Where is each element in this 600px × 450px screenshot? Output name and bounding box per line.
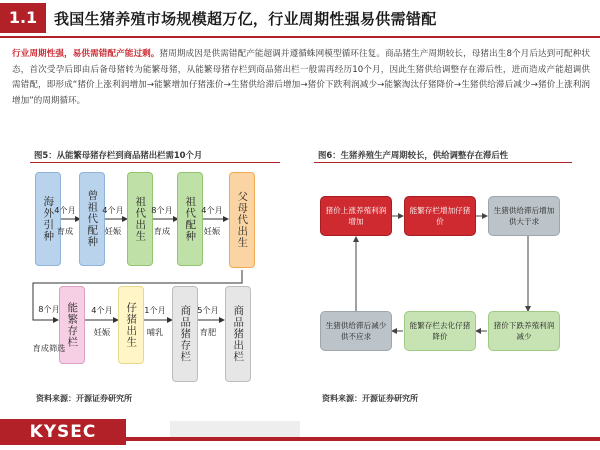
cycle-box-price-down-profit-down: 猪价下跌养殖利润减少 — [488, 311, 560, 351]
stage-label: 育成 — [153, 226, 171, 236]
flow-box-hog-slaughter: 商品猪出栏 — [225, 286, 251, 382]
kysec-logo: KYSEC — [0, 419, 126, 445]
paragraph-lead: 行业周期性强，易供需错配产能过剩。 — [12, 49, 160, 59]
stage-label: 妊娠 — [104, 226, 122, 236]
right-figure-source: 资料来源：开源证券研究所 — [322, 394, 418, 403]
stage-label: 哺乳 — [146, 327, 164, 337]
duration-label: 4个月 — [201, 205, 223, 215]
flow-box-great-grandparent-mating: 曾祖代配种 — [79, 172, 105, 266]
cycle-box-price-up-profit-up: 猪价上涨养殖利润增加 — [320, 196, 392, 236]
flow-box-overseas-breeding: 海外引种 — [35, 172, 61, 266]
left-figure-source: 资料来源：开源证券研究所 — [36, 394, 132, 403]
duration-label: 4个月 — [102, 205, 124, 215]
footer-bar — [126, 437, 600, 441]
flow-box-grandparent-mating: 祖代配种 — [177, 172, 203, 266]
stage-label: 妊娠 — [203, 226, 221, 236]
slide-footer — [0, 413, 600, 450]
cycle-box-sow-up-piglet-up: 能繁存栏增加仔猪价 — [404, 196, 476, 236]
flow-box-grandparent-birth: 祖代出生 — [127, 172, 153, 266]
duration-label: 4个月 — [54, 205, 76, 215]
cycle-box-sow-down-piglet-down: 能繁存栏去化仔猪降价 — [404, 311, 476, 351]
flow-box-parent-birth: 父母代出生 — [229, 172, 255, 268]
slide-title: 我国生猪养殖市场规模超万亿，行业周期性强易供需错配 — [54, 10, 437, 28]
duration-label: 4个月 — [91, 305, 113, 315]
flow-box-piglet-birth: 仔猪出生 — [118, 286, 144, 364]
left-figure-title: 图5：从能繁母猪存栏到商品猪出栏需10个月 — [34, 150, 203, 160]
duration-label: 8个月 — [151, 205, 173, 215]
flow-box-hog-inventory: 商品猪存栏 — [172, 286, 198, 382]
flow-box-sow-inventory: 能繁存栏 — [59, 286, 85, 364]
paragraph-body: 猪周期成因是供需错配产能超调并遵循蛛网模型循环往复。商品猪生产周期较长，母猪出生8个月后达到可配种状态，首次受孕后即由后备母猪转为能繁母猪，从能繁母猪存栏到商品猪出栏一般需再经历10个月，因此生猪供给调整存在滞后性，进而造成产能超调供需错配，即形成“猪价上涨利润增加→能繁增加仔猪涨价→生猪供给滞后增加→猪价下跌利润减少→能繁淘汰仔猪降价→生猪供给滞后减少→猪价上涨利润增加”的周期循环。 — [12, 49, 590, 106]
stage-label: 育成筛选 — [32, 343, 66, 353]
stage-label: 妊娠 — [93, 327, 111, 337]
stage-label: 育肥 — [199, 327, 217, 337]
cycle-box-supply-lag-up: 生猪供给滞后增加供大于求 — [488, 196, 560, 236]
stage-label: 育成 — [56, 226, 74, 236]
duration-label: 1个月 — [144, 305, 166, 315]
duration-label: 8个月 — [38, 304, 60, 314]
right-figure-title: 图6：生猪养殖生产周期较长，供给调整存在滞后性 — [318, 150, 509, 160]
section-number: 1.1 — [0, 3, 46, 33]
cycle-box-supply-lag-down: 生猪供给滞后减少供不应求 — [320, 311, 392, 351]
duration-label: 5个月 — [197, 305, 219, 315]
